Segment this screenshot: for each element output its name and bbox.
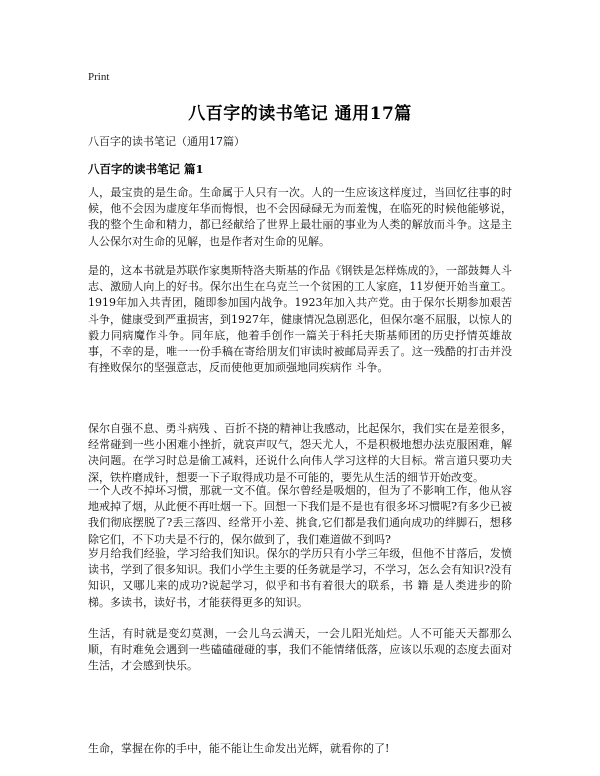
- section-heading: 八百字的读书笔记 篇1: [88, 162, 204, 176]
- document-title: 八百字的读书笔记 通用17篇: [188, 104, 412, 124]
- paragraph-2: 是的，这本书就是苏联作家奥斯特洛夫斯基的作品《钢铁是怎样炼成的》，一部鼓舞人斗志、激励人向上的好书。保尔出生在乌克兰一个贫困的工人家庭，11岁便开始当童工。1919年加入共青团，随即参加国内战争。1923年加入共产党。由于保尔长期参加艰苦斗争，健康受到严重损害，到1927年，健康情况急剧恶化，但保尔毫不屈服，以惊人的毅力同病魔作斗争。同年底，他着手创作一篇关于科托夫斯基师团的历史抒情英雄故事，不幸的是，唯一一份手稿在寄给朋友们审读时被邮局弄丢了。这一残酷的打击并没有挫败保尔的坚强意志，反而使他更加顽强地同疾病作 斗争。: [88, 264, 512, 375]
- paragraph-1: 人，最宝贵的是生命。生命属于人只有一次。人的一生应该这样度过，当回忆往事的时候，他不会因为虚度年华而悔恨，也不会因碌碌无为而羞愧，在临死的时候他能够说，我的整个生命和精力，都已经献给了世界上最壮丽的事业为人类的解放而斗争。这是主人公保尔对生命的见解，也是作者对生命的见解。: [88, 186, 512, 248]
- document-subtitle: 八百字的读书笔记（通用17篇）: [88, 135, 245, 148]
- paragraph-4: 一个人改不掉坏习惯，那就一文不值。保尔曾经是吸烟的，但为了不影响工作，他从容地戒掉了烟，从此便不再吐烟一下。回想一下我们是不是也有很多坏习惯呢?有多少已被我们彻底摆脱了?丢三落四、经常开小差、挑食,它们都是我们通向成功的绊脚石，想移除它们，不下功夫是不行的，保尔做到了，我们难道做不到吗?: [88, 484, 512, 546]
- print-link[interactable]: Print: [88, 71, 110, 83]
- paragraph-6: 生活，有时就是变幻莫测，一会儿乌云满天，一会儿阳光灿烂。人不可能天天都那么顺，有时难免会遇到一些磕磕碰碰的事，我们不能情绪低落，应该以乐观的态度去面对生活，才会感到快乐。: [88, 627, 512, 673]
- paragraph-7: 生命，掌握在你的手中，能不能让生命发出光辉，就看你的了!: [88, 742, 390, 755]
- paragraph-5: 岁月给我们经验，学习给我们知识。保尔的学历只有小学三年级，但他不甘落后，发愤读书，学到了很多知识。我们小学生主要的任务就是学习，不学习，怎么会有知识?没有知识，又哪儿来的成功?说起学习，似乎和书有着很大的联系，书 籍 是人类进步的阶梯。多读书，读好书，才能获得更多的知识。: [88, 547, 512, 609]
- paragraph-3: 保尔自强不息、勇斗病残 、百折不挠的精神让我感动，比起保尔，我们实在是差很多，经常碰到一些小困难小挫折，就哀声叹气，怨天尤人，不是积极地想办法克服困难，解决问题。在学习时总是偷工减料，还说什么向伟人学习这样的大目标。常言道只要功夫深，铁杵磨成针，想要一下子取得成功是不可能的，要先从生活的细节开始改变。: [88, 422, 512, 484]
